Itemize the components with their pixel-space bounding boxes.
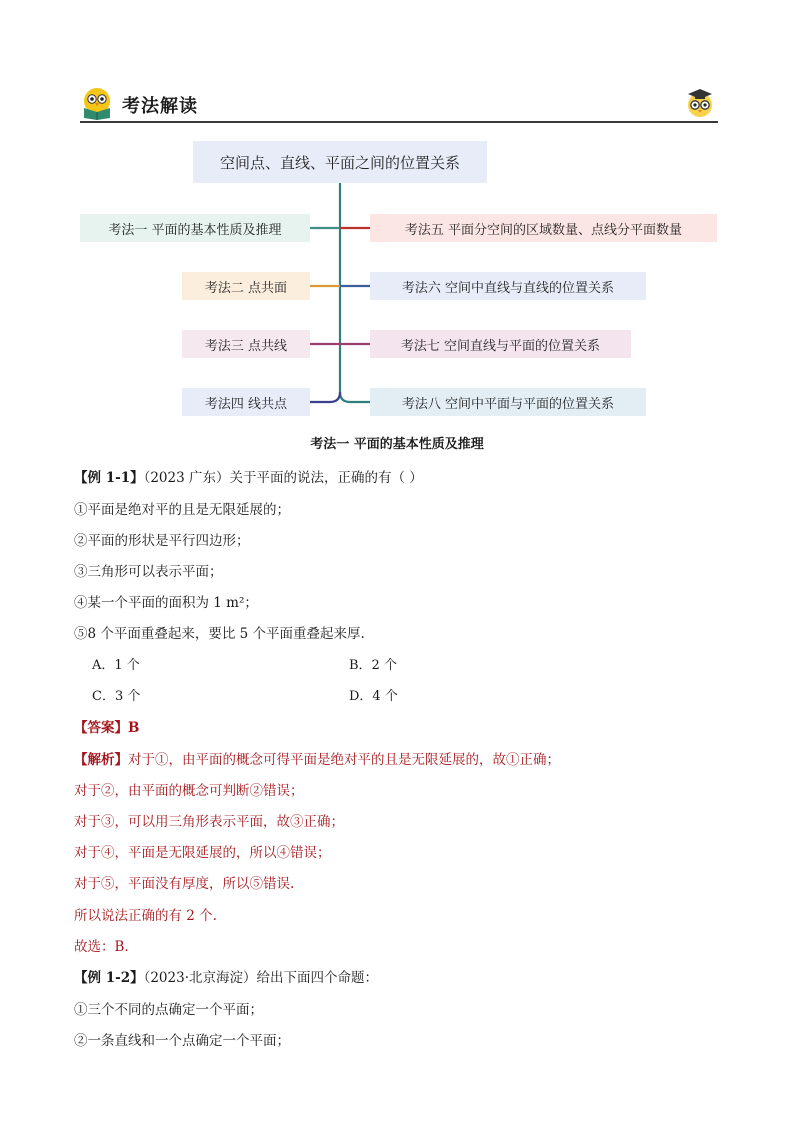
statement-2: ②平面的形状是平行四边形； — [74, 533, 250, 549]
answer-line — [74, 716, 139, 736]
example-source: （2023 广东）关于平面的说法，正确的有（ ） — [143, 470, 423, 486]
analysis-line-6: 所以说法正确的有 2 个. — [74, 908, 217, 924]
analysis-line-5: 对于⑤，平面没有厚度，所以⑤错误. — [74, 876, 295, 892]
option-a: A．1 个 — [92, 658, 140, 673]
section-heading: 考法一 平面的基本性质及推理 — [310, 437, 484, 452]
analysis-line-2: 对于②，由平面的概念可判断②错误； — [74, 783, 304, 799]
mindmap-node-method-2: 考法二 点共面 — [182, 272, 310, 300]
statement-4: ④某一个平面的面积为 1 m²； — [74, 595, 258, 611]
mindmap-node-method-1: 考法一 平面的基本性质及推理 — [80, 214, 310, 242]
example-tag: 【例 1-1】 — [74, 470, 144, 486]
option-d: D．4 个 — [349, 689, 398, 704]
analysis-line-1: 【解析】对于①，由平面的概念可得平面是绝对平的且是无限延展的，故①正确； — [74, 752, 560, 768]
analysis-line-7: 故选：B. — [74, 939, 129, 955]
statement-3: ③三角形可以表示平面； — [74, 564, 223, 580]
header-divider — [80, 121, 718, 123]
proposition-1: ①三个不同的点确定一个平面； — [74, 1002, 263, 1018]
header-title: 考法解读 — [122, 96, 198, 117]
mindmap-node-method-3: 考法三 点共线 — [182, 330, 310, 358]
example-tag: 【例 1-2】 — [74, 970, 144, 986]
mindmap-root: 空间点、直线、平面之间的位置关系 — [193, 141, 487, 183]
example-1-2-question — [74, 966, 378, 986]
mindmap-node-method-4: 考法四 线共点 — [182, 388, 310, 416]
reading-owl-icon — [80, 86, 114, 120]
option-c: C．3 个 — [92, 689, 141, 704]
analysis-line-3: 对于③，可以用三角形表示平面，故③正确； — [74, 814, 344, 830]
proposition-2: ②一条直线和一个点确定一个平面； — [74, 1033, 290, 1049]
answer-tag: 【答案】 — [74, 720, 128, 736]
example-1-1-question — [74, 466, 423, 486]
mindmap-node-method-5: 考法五 平面分空间的区域数量、点线分平面数量 — [370, 214, 717, 242]
answer-value: B — [128, 720, 140, 736]
statement-1: ①平面是绝对平的且是无限延展的； — [74, 502, 290, 518]
mindmap-node-method-7: 考法七 空间直线与平面的位置关系 — [370, 330, 631, 358]
analysis-line-4: 对于④，平面是无限延展的，所以④错误； — [74, 845, 331, 861]
option-b: B．2 个 — [349, 658, 397, 673]
statement-5: ⑤8 个平面重叠起来，要比 5 个平面重叠起来厚. — [74, 626, 365, 642]
analysis-tag: 【解析】 — [74, 752, 128, 768]
graduate-owl-icon — [684, 86, 716, 118]
example-source: （2023·北京海淀）给出下面四个命题： — [143, 970, 378, 986]
mindmap-node-method-8: 考法八 空间中平面与平面的位置关系 — [370, 388, 646, 416]
mindmap-node-method-6: 考法六 空间中直线与直线的位置关系 — [370, 272, 646, 300]
